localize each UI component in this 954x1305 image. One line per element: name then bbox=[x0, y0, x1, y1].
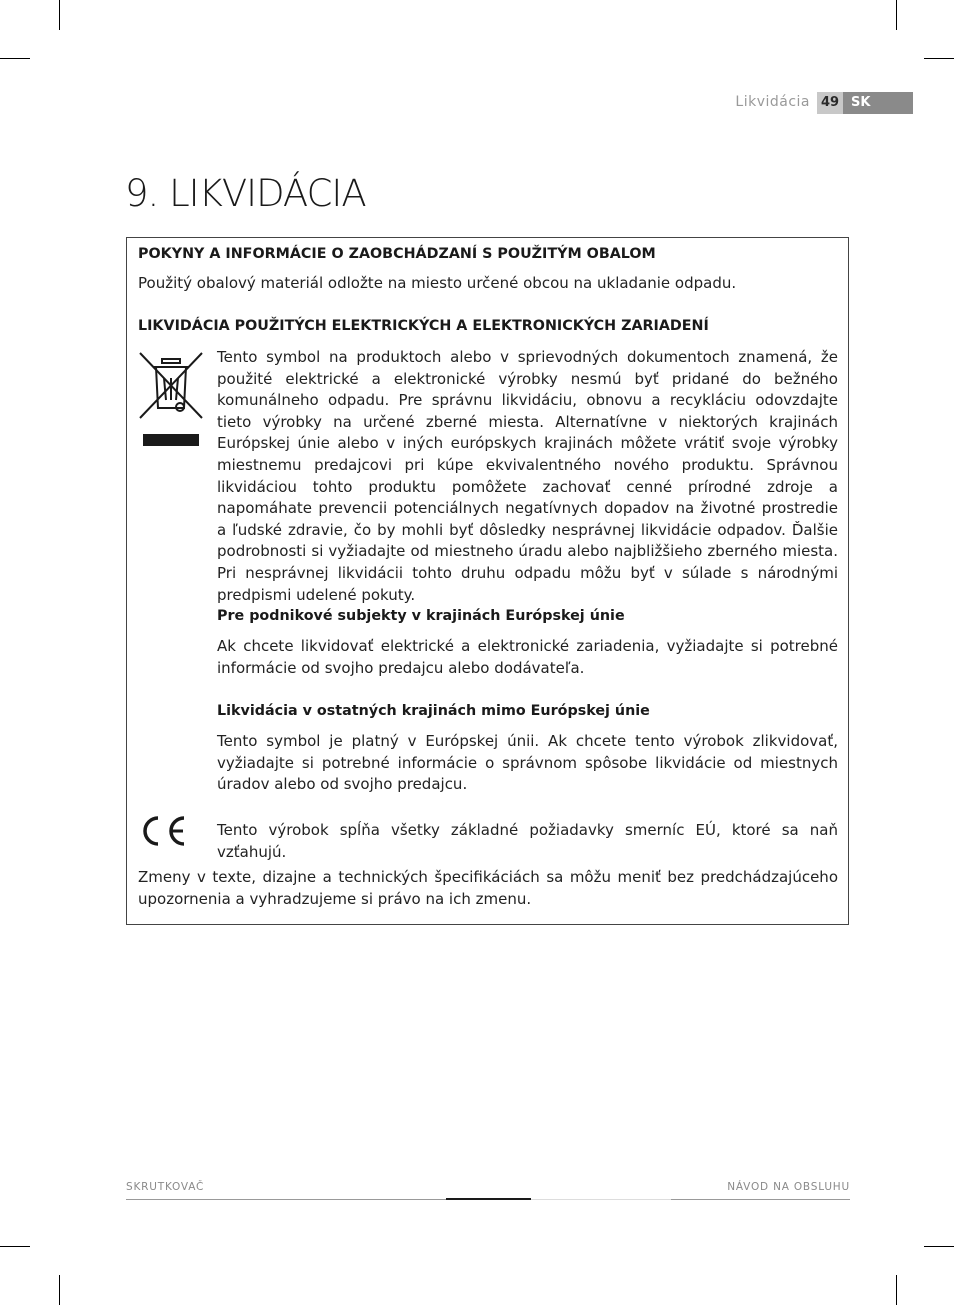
header-section-label: Likvidácia bbox=[735, 94, 810, 110]
crop-mark bbox=[896, 1275, 897, 1305]
crop-mark bbox=[59, 0, 60, 30]
crop-mark bbox=[0, 58, 30, 59]
footer-divider bbox=[126, 1199, 446, 1200]
outside-eu-heading: Likvidácia v ostatných krajinách mimo Európskej únie bbox=[217, 703, 650, 719]
crop-mark bbox=[924, 1246, 954, 1247]
business-text: Ak chcete likvidovať elektrické a elektronické zariadenia, vyžiadajte si potrebné informácie od svojho predajcu alebo dodávateľa. bbox=[217, 637, 838, 677]
weee-heading: LIKVIDÁCIA POUŽITÝCH ELEKTRICKÝCH A ELEKTRONICKÝCH ZARIADENÍ bbox=[138, 318, 709, 334]
outside-eu-text: Tento symbol je platný v Európskej únii. Ak chcete tento výrobok zlikvidovať, vyžiadajte si potrebné informácie o správnom spôsobe likvidácie od miestnych úradov alebo od svojho predajcu. bbox=[217, 732, 838, 794]
crop-mark bbox=[924, 58, 954, 59]
footer-divider-accent bbox=[446, 1198, 531, 1200]
crop-mark bbox=[0, 1246, 30, 1247]
crossed-out-wheelie-bin-icon bbox=[138, 350, 206, 450]
footer-divider bbox=[531, 1199, 671, 1200]
weee-text: Tento symbol na produktoch alebo v sprievodných dokumentoch znamená, že použité elektrické a elektronické výrobky nesmú byť pridané do bežného komunálneho odpadu. Pre správnu likvidáciu, obnovu a recykláciu odovzdajte tieto výrobky na určené zberné miesta. Alternatívne v niektorých krajinách Európskej únie alebo v iných európskych krajinách môžete vrátiť svoje výrobky miestnemu predajcovi pri kúpe ekvivalentného nového produktu. Správnou likvidáciou tohto produktu pomôžete zachovať cenné prírodné zdroje a napomáhate prevencii potenciálnych negatívnych dopadov na životné prostredie a ľudské zdravie, čo by mohli byť dôsledky nesprávnej likvidácie odpadov. Ďalšie podrobnosti si vyžiadajte od miestneho úradu alebo najbližšieho zberného miesta. Pri nesprávnej likvidácii tohto druhu odpadu môžu byť v súlade s národnými predpismi udelené pokuty. bbox=[217, 348, 838, 604]
page-number: 49 bbox=[817, 92, 843, 114]
ce-text: Tento výrobok spĺňa všetky základné požiadavky smerníc EÚ, ktoré sa naň vzťahujú. bbox=[217, 821, 838, 861]
packaging-heading: POKYNY A INFORMÁCIE O ZAOBCHÁDZANÍ S POUŽITÝM OBALOM bbox=[138, 246, 656, 262]
crop-mark bbox=[59, 1275, 60, 1305]
page-title: 9. LIKVIDÁCIA bbox=[125, 172, 366, 215]
packaging-text: Použitý obalový materiál odložte na miesto určené obcou na ukladanie odpadu. bbox=[138, 274, 737, 292]
crop-mark bbox=[896, 0, 897, 30]
changes-notice-text: Zmeny v texte, dizajne a technických špecifikáciách sa môžu meniť bez predchádzajúceho upozornenia a vyhradzujeme si právo na ich zmenu. bbox=[138, 868, 838, 908]
business-heading: Pre podnikové subjekty v krajinách Európskej únie bbox=[217, 608, 625, 624]
language-badge: SK bbox=[843, 92, 913, 114]
footer-product-name: SKRUTKOVAČ bbox=[126, 1181, 205, 1193]
ce-mark-icon bbox=[138, 815, 190, 847]
footer-manual-label: NÁVOD NA OBSLUHU bbox=[727, 1181, 850, 1193]
footer-divider bbox=[671, 1199, 850, 1200]
